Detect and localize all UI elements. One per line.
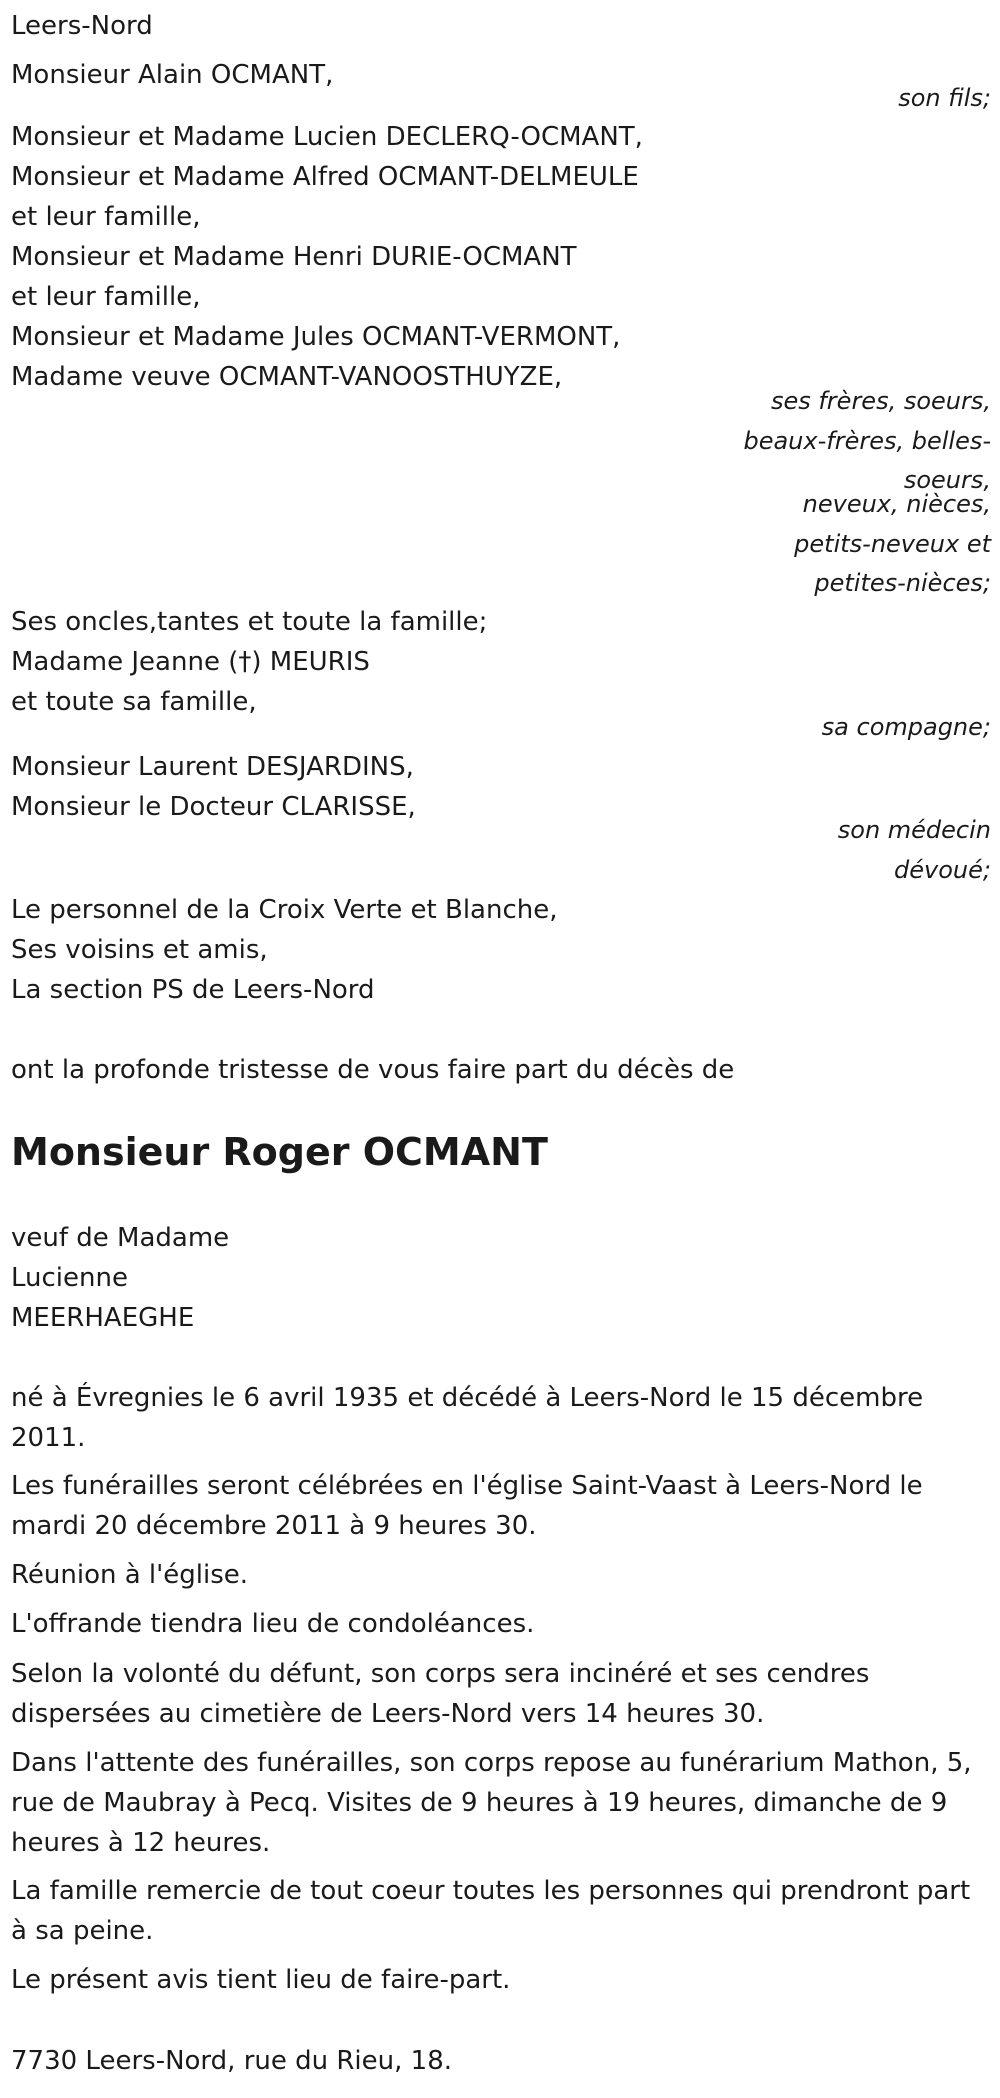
- birth-death-info: né à Évregnies le 6 avril 1935 et décédé à Leers-Nord le 15 décembre 2011.: [11, 1383, 924, 1453]
- thanks-info: La famille remercie de tout coeur toutes les personnes qui prendront part à sa peine.: [11, 1876, 971, 1946]
- sibling-line: Monsieur et Madame Lucien DECLERQ-OCMANT,: [11, 122, 643, 152]
- deceased-name: Monsieur Roger OCMANT: [11, 1130, 548, 1174]
- notice-info: Le présent avis tient lieu de faire-part.: [11, 1965, 511, 1995]
- nephews-role-line: neveux, nièces,: [802, 490, 991, 518]
- funerarium-info: Dans l'attente des funérailles, son corps repose au funérarium Mathon, 5, rue de Maubray à Pecq. Visites de 9 heures à 19 heures, dimanche de 9 heures à 12 heures.: [11, 1748, 972, 1858]
- widower-line: veuf de Madame: [11, 1223, 230, 1253]
- son-name: Monsieur Alain OCMANT,: [11, 60, 334, 90]
- uncles-line: Ses oncles,tantes et toute la famille;: [11, 607, 488, 637]
- doctor-role-line: son médecin: [837, 816, 991, 844]
- sibling-line: et leur famille,: [11, 282, 201, 312]
- sibling-line: Monsieur et Madame Henri DURIE-OCMANT: [11, 242, 577, 272]
- friend-line: Monsieur Laurent DESJARDINS,: [11, 752, 414, 782]
- offering-info: L'offrande tiendra lieu de condoléances.: [11, 1609, 535, 1639]
- siblings-role-line: ses frères, soeurs,: [770, 387, 991, 415]
- others-line: La section PS de Leers-Nord: [11, 975, 375, 1005]
- others-line: Ses voisins et amis,: [11, 935, 268, 965]
- son-role: son fils;: [898, 84, 991, 112]
- nephews-role-line: petites-nièces;: [814, 569, 991, 597]
- meeting-info: Réunion à l'église.: [11, 1560, 249, 1590]
- sibling-line: Monsieur et Madame Jules OCMANT-VERMONT,: [11, 322, 621, 352]
- companion-line: et toute sa famille,: [11, 687, 257, 717]
- others-line: Le personnel de la Croix Verte et Blanche,: [11, 895, 558, 925]
- companion-role: sa compagne;: [821, 713, 991, 741]
- address-line: 7730 Leers-Nord, rue du Rieu, 18.: [11, 2046, 453, 2076]
- companion-line: Madame Jeanne (†) MEURIS: [11, 647, 370, 677]
- location-heading: Leers-Nord: [11, 11, 153, 41]
- obituary-notice: [11, 0, 991, 2098]
- widower-line: Lucienne: [11, 1263, 128, 1293]
- nephews-role-line: petits-neveux et: [794, 530, 991, 558]
- funeral-info: Les funérailles seront célébrées en l'église Saint-Vaast à Leers-Nord le mardi 20 décembre 2011 à 9 heures 30.: [11, 1471, 923, 1541]
- sibling-line: et leur famille,: [11, 202, 201, 232]
- cremation-info: Selon la volonté du défunt, son corps sera incinéré et ses cendres dispersées au cimetière de Leers-Nord vers 14 heures 30.: [11, 1659, 870, 1729]
- doctor-role-line: dévoué;: [894, 856, 991, 884]
- siblings-role-line: beaux-frères, belles-: [743, 427, 991, 455]
- widower-line: MEERHAEGHE: [11, 1303, 195, 1333]
- sibling-line: Madame veuve OCMANT-VANOOSTHUYZE,: [11, 362, 563, 392]
- siblings-role-line: soeurs,: [903, 466, 991, 494]
- friend-line: Monsieur le Docteur CLARISSE,: [11, 792, 416, 822]
- announcement-text: ont la profonde tristesse de vous faire part du décès de: [11, 1055, 735, 1085]
- sibling-line: Monsieur et Madame Alfred OCMANT-DELMEULE: [11, 162, 639, 192]
